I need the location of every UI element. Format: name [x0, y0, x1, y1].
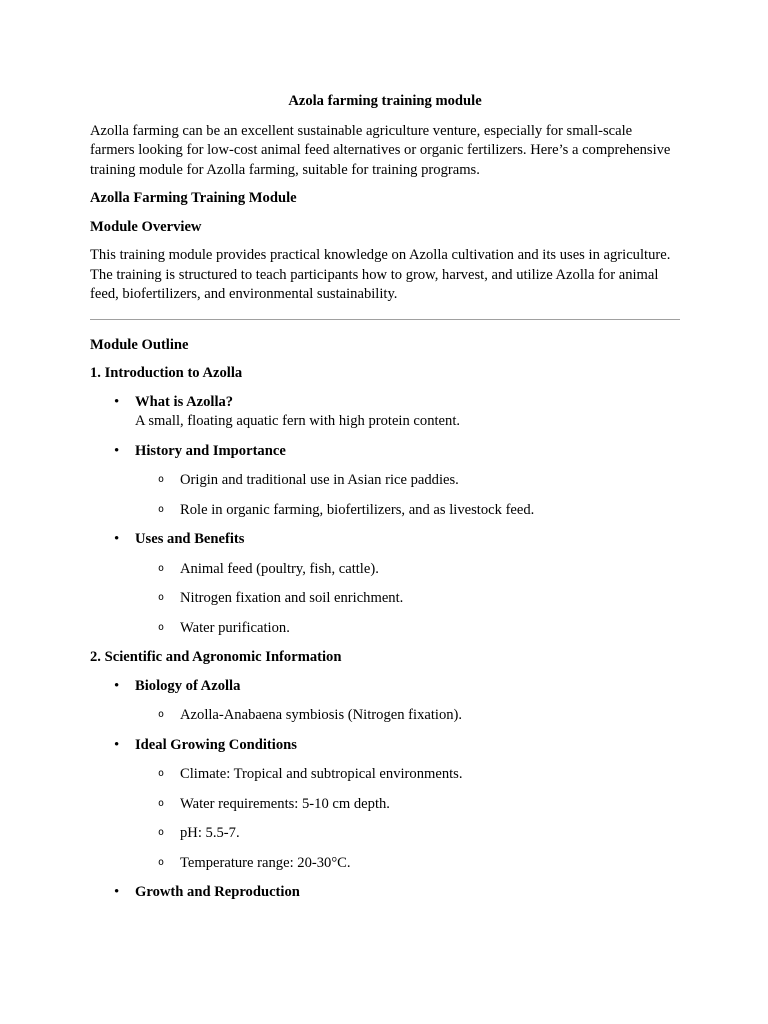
- section-heading: 1. Introduction to Azolla: [90, 365, 243, 381]
- list-item-title: • What is Azolla?: [135, 393, 234, 410]
- sub-list-item: o Nitrogen fixation and soil enrichment.: [180, 589, 680, 609]
- sub-list-item: o Azolla-Anabaena symbiosis (Nitrogen fixation).: [180, 706, 680, 726]
- intro-paragraph: Azolla farming can be an excellent sustainable agriculture venture, especially for small-scale farmers looking for low-cost animal feed alternatives or organic fertilizers. Here’s a comprehensive training module for Azolla farming, suitable for training programs.: [90, 122, 671, 178]
- sub-list: [135, 560, 680, 639]
- list-item: [135, 883, 680, 903]
- sub-list-item: o Water purification.: [180, 619, 680, 639]
- outline-heading: Module Outline: [90, 336, 189, 353]
- list-item-title: • Uses and Benefits: [135, 531, 245, 547]
- list-item: [135, 530, 680, 638]
- list-item-title: • Growth and Reproduction: [135, 884, 300, 900]
- sub-list-item: o Origin and traditional use in Asian rice paddies.: [180, 471, 680, 491]
- horizontal-divider: [90, 319, 680, 320]
- sub-list-item: o Animal feed (poultry, fish, cattle).: [180, 560, 680, 580]
- list-item-title: • Ideal Growing Conditions: [135, 736, 297, 753]
- list-item-title: • History and Importance: [135, 442, 286, 459]
- sub-list-item: o Climate: Tropical and subtropical environments.: [180, 765, 680, 785]
- sub-list: [135, 471, 680, 520]
- sub-list-item: o pH: 5.5-7.: [180, 824, 680, 844]
- section-list: [90, 393, 680, 639]
- module-heading: Azolla Farming Training Module: [90, 190, 297, 206]
- document-title: Azola farming training module: [288, 93, 482, 109]
- overview-heading: Module Overview: [90, 218, 202, 235]
- list-item: [135, 677, 680, 726]
- list-item: [135, 736, 680, 874]
- document-page: [90, 92, 680, 913]
- list-item-description: A small, floating aquatic fern with high protein content.: [135, 413, 461, 429]
- sub-list: [135, 706, 680, 726]
- overview-paragraph: This training module provides practical knowledge on Azolla cultivation and its uses in agriculture. The training is structured to teach participants how to grow, harvest, and utilize Azolla for animal feed, biofertilizers, and environmental sustainability.: [90, 247, 671, 302]
- sub-list-item: o Temperature range: 20-30°C.: [180, 854, 680, 874]
- section-heading: 2. Scientific and Agronomic Information: [90, 649, 342, 665]
- sub-list-item: o Role in organic farming, biofertilizers, and as livestock feed.: [180, 501, 680, 521]
- section-list: [90, 677, 680, 903]
- list-item: [135, 442, 680, 521]
- sub-list: [135, 765, 680, 873]
- list-item: [135, 393, 680, 432]
- sub-list-item: o Water requirements: 5-10 cm depth.: [180, 795, 680, 815]
- list-item-title: • Biology of Azolla: [135, 677, 241, 694]
